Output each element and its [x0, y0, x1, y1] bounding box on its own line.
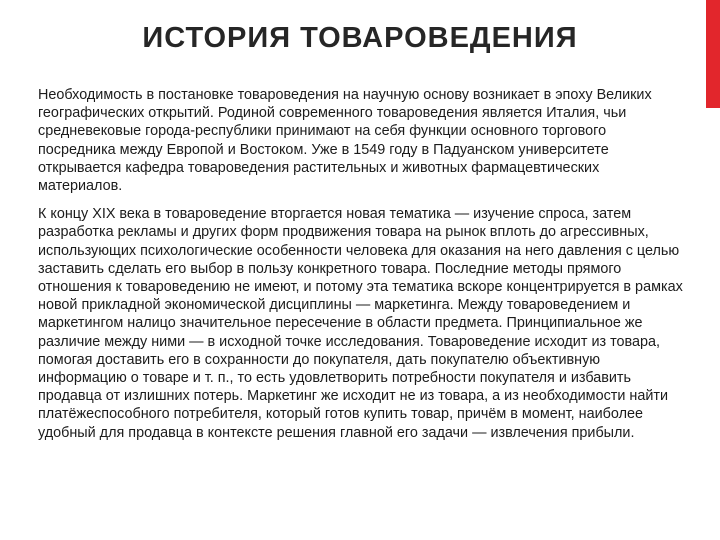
slide-title: ИСТОРИЯ ТОВАРОВЕДЕНИЯ	[142, 22, 578, 54]
paragraph-2: К концу XIX века в товароведение вторгается новая тематика — изучение спроса, затем разработка рекламы и других форм продвижения товара на рынок вплоть до агрессивных, использующих психологические особенности человека для оказания на него давления с целью заставить сделать его выбор в пользу конкретного товара. Последние методы прямого отношения к товароведению не имеют, и потому эта тематика вскоре концентрируется в рамках новой прикладной экономической дисциплины — маркетинга. Между товароведением и маркетингом налицо значительное пересечение в области предмета. Принципиальное же различие между ними — в исходной точке исследования. Товароведение исходит из товара, помогая доставить его в сохранности до покупателя, дать покупателю объективную информацию о товаре и т. п., то есть удовлетворить потребности покупателя и избавить продавца от излишних потерь. Маркетинг же исходит не из товара, а из необходимости найти платёжеспособного потребителя, который готов купить товар, причём в момент, наиболее удобный для продавца в контексте решения главной его задачи — извлечения прибыли.	[38, 206, 683, 441]
paragraph-1: Необходимость в постановке товароведения на научную основу возникает в эпоху Великих географических открытий. Родиной современного товароведения является Италия, чьи средневековые города-республики принимают на себя функции основного торгового посредника между Европой и Востоком. Уже в 1549 году в Падуанском университете открывается кафедра товароведения растительных и животных фармацевтических материалов.	[38, 87, 652, 195]
slide-body	[38, 86, 683, 442]
